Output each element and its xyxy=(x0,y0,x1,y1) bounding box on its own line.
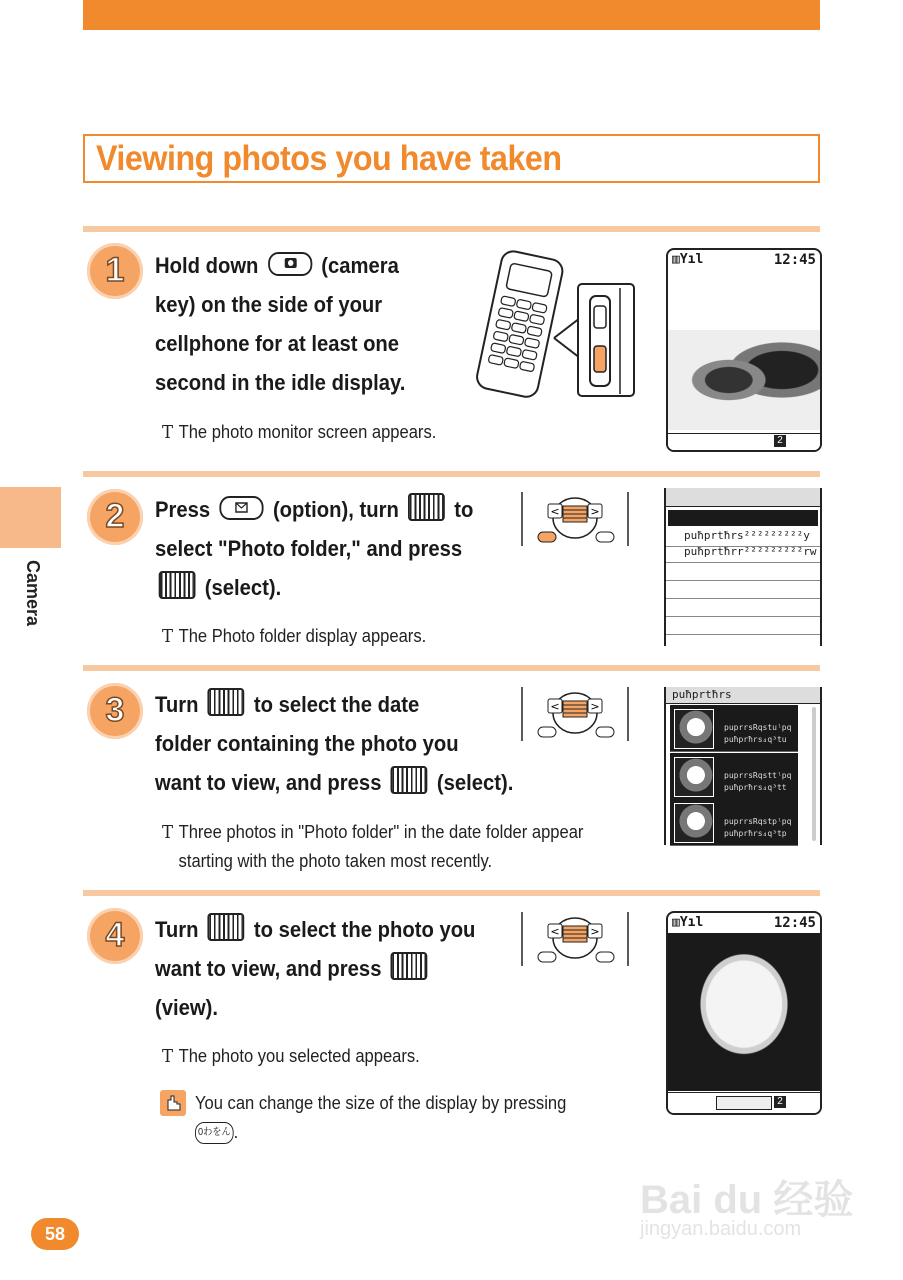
svg-text:>: > xyxy=(590,505,600,518)
step-1-line-1a: Hold down xyxy=(155,253,259,278)
watermark-url: jingyan.baidu.com xyxy=(640,1218,802,1240)
result-marker-icon: T xyxy=(162,822,174,843)
svg-text:>: > xyxy=(590,925,600,938)
step-4-tip xyxy=(195,1089,566,1147)
folder-row-2-text: puħprtħrr²²²²²²²²²rw xyxy=(684,545,817,558)
step-3-line-3b: (select). xyxy=(436,770,514,795)
baidu-watermark xyxy=(640,1140,860,1250)
top-bar xyxy=(83,0,820,30)
folder-row-empty-4 xyxy=(666,616,820,635)
signal-icon: ▥Yıl xyxy=(672,252,704,267)
step-2-line-1b: (option), turn xyxy=(272,497,399,522)
photo-thumbnail-2 xyxy=(674,757,714,797)
step-2-number: 2 xyxy=(105,497,125,535)
step-3-number: 3 xyxy=(105,691,125,729)
step-4-tip-line-1: You can change the size of the display by pressing xyxy=(195,1093,567,1113)
step-3-badge xyxy=(87,683,143,739)
folder-header-bar xyxy=(666,488,820,507)
side-tab xyxy=(0,487,61,548)
photo-thumbnail-3 xyxy=(674,803,714,843)
title-box xyxy=(83,134,820,183)
step-4-badge xyxy=(87,908,143,964)
step-2-line-1a: Press xyxy=(155,497,211,522)
svg-text:<: < xyxy=(550,925,560,938)
svg-text:<: < xyxy=(550,700,560,713)
tip-hand-icon xyxy=(160,1090,186,1116)
folder-row-2[interactable] xyxy=(666,544,820,563)
select-key-icon xyxy=(159,571,196,599)
step-1-line-1b: (camera xyxy=(321,253,399,278)
signal-icon: ▥Yıl xyxy=(672,915,704,930)
divider-3 xyxy=(83,665,820,671)
screen-1-time: 12:45 xyxy=(773,252,816,268)
step-4-instruction xyxy=(155,910,475,1027)
key-0-icon: 0わをん xyxy=(195,1122,234,1144)
photo-item-2-line-2: puħprħrs₄q³tt xyxy=(724,783,787,792)
page-title: Viewing photos you have taken xyxy=(96,139,562,178)
step-1-line-3: cellphone for at least one xyxy=(155,331,400,356)
photo-item-3[interactable] xyxy=(670,799,798,846)
step-1-line-4: second in the idle display. xyxy=(155,370,406,395)
key-2-icon: 2 xyxy=(774,435,786,447)
step-2-result xyxy=(162,622,426,651)
watermark-main: Bai du 经验 xyxy=(640,1178,854,1222)
side-label-text: Camera xyxy=(23,560,43,627)
screen-1-softkeys xyxy=(668,433,820,450)
step-4-line-1a: Turn xyxy=(155,917,199,942)
mail-key-icon xyxy=(219,496,263,520)
svg-text:<: < xyxy=(550,505,560,518)
step-1-line-2: key) on the side of your xyxy=(155,292,383,317)
step-3-result xyxy=(162,818,583,876)
step-3-result-line-2: starting with the photo taken most recently. xyxy=(178,851,493,871)
step-3-line-2: folder containing the photo you xyxy=(155,731,459,756)
screen-photo-folder xyxy=(664,488,822,646)
select-key-icon xyxy=(391,766,428,794)
photo-list-header-text: puħprtħrs xyxy=(672,688,732,701)
phone-side-illustration xyxy=(470,248,638,400)
photo-item-3-line-2: puħprħrs₄q³tp xyxy=(724,829,787,838)
screen-4-softkeys xyxy=(668,1092,820,1113)
camera-key-icon xyxy=(268,252,312,276)
step-4-result-text: The photo you selected appears. xyxy=(178,1046,420,1066)
photo-item-2-line-1: puprrsRqsttˡpq xyxy=(724,771,792,780)
step-3-line-3a: want to view, and press xyxy=(155,770,382,795)
divider-4 xyxy=(83,890,820,896)
step-1-instruction xyxy=(155,246,405,402)
side-label xyxy=(22,560,52,640)
photo-thumbnail-1 xyxy=(674,709,714,749)
photo-item-1[interactable] xyxy=(670,705,798,752)
page-number: 58 xyxy=(31,1218,79,1250)
scroll-wheel-icon xyxy=(408,493,445,521)
photo-item-1-line-2: puħprħrs₄q³tu xyxy=(724,735,787,744)
result-marker-icon: T xyxy=(162,422,174,443)
photo-item-2[interactable] xyxy=(670,753,798,800)
step-1-result-text: The photo monitor screen appears. xyxy=(178,422,437,442)
scroll-wheel-icon xyxy=(208,688,245,716)
photo-item-1-line-1: puprrsRqstuˡpq xyxy=(724,723,792,732)
screen-photo-view xyxy=(666,911,822,1115)
step-2-line-3: (select). xyxy=(204,575,282,600)
photo-list-scrollbar[interactable] xyxy=(812,707,816,841)
step-4-keypad-illustration xyxy=(520,910,630,968)
step-3-instruction xyxy=(155,685,513,802)
step-4-tip-line-2: . xyxy=(233,1122,239,1142)
step-1-badge xyxy=(87,243,143,299)
step-4-number: 4 xyxy=(105,916,125,954)
step-2-line-2: select "Photo folder," and press xyxy=(155,536,463,561)
step-4-result xyxy=(162,1042,420,1071)
folder-row-1-text: puħprtħrs²²²²²²²²²y xyxy=(684,529,810,542)
scroll-wheel-icon xyxy=(208,913,245,941)
screen-photo-monitor xyxy=(666,248,822,452)
step-2-line-1c: to xyxy=(454,497,474,522)
folder-row-empty-1 xyxy=(666,562,820,581)
folder-row-empty-3 xyxy=(666,598,820,617)
divider-2 xyxy=(83,471,820,477)
screen-4-time: 12:45 xyxy=(773,915,816,931)
step-2-keypad-illustration xyxy=(520,490,630,548)
step-4-line-3: (view). xyxy=(155,995,218,1020)
step-2-result-text: The Photo folder display appears. xyxy=(178,626,427,646)
step-3-result-line-1: Three photos in "Photo folder" in the date folder appear xyxy=(178,822,584,842)
screen-photo-list xyxy=(664,687,822,845)
step-2-instruction xyxy=(155,490,473,607)
dalmatian-photo xyxy=(668,933,820,1091)
step-4-line-2: want to view, and press xyxy=(155,956,382,981)
result-marker-icon: T xyxy=(162,626,174,647)
divider-1 xyxy=(83,226,820,232)
photo-list-header xyxy=(666,687,820,704)
result-marker-icon: T xyxy=(162,1046,174,1067)
puppies-photo xyxy=(668,330,820,430)
svg-text:>: > xyxy=(590,700,600,713)
select-key-icon xyxy=(391,952,428,980)
key-2-icon: 2 xyxy=(774,1096,786,1108)
step-4-line-1b: to select the photo you xyxy=(253,917,476,942)
step-1-result xyxy=(162,418,436,447)
step-3-line-1a: Turn xyxy=(155,692,199,717)
folder-selected-row xyxy=(668,510,818,526)
step-3-line-1b: to select the date xyxy=(253,692,420,717)
step-1-number: 1 xyxy=(105,251,125,289)
step-3-keypad-illustration xyxy=(520,685,630,743)
folder-row-empty-2 xyxy=(666,580,820,599)
photo-item-3-line-1: puprrsRqstpˡpq xyxy=(724,817,792,826)
step-2-badge xyxy=(87,489,143,545)
zoom-control[interactable] xyxy=(716,1096,772,1110)
